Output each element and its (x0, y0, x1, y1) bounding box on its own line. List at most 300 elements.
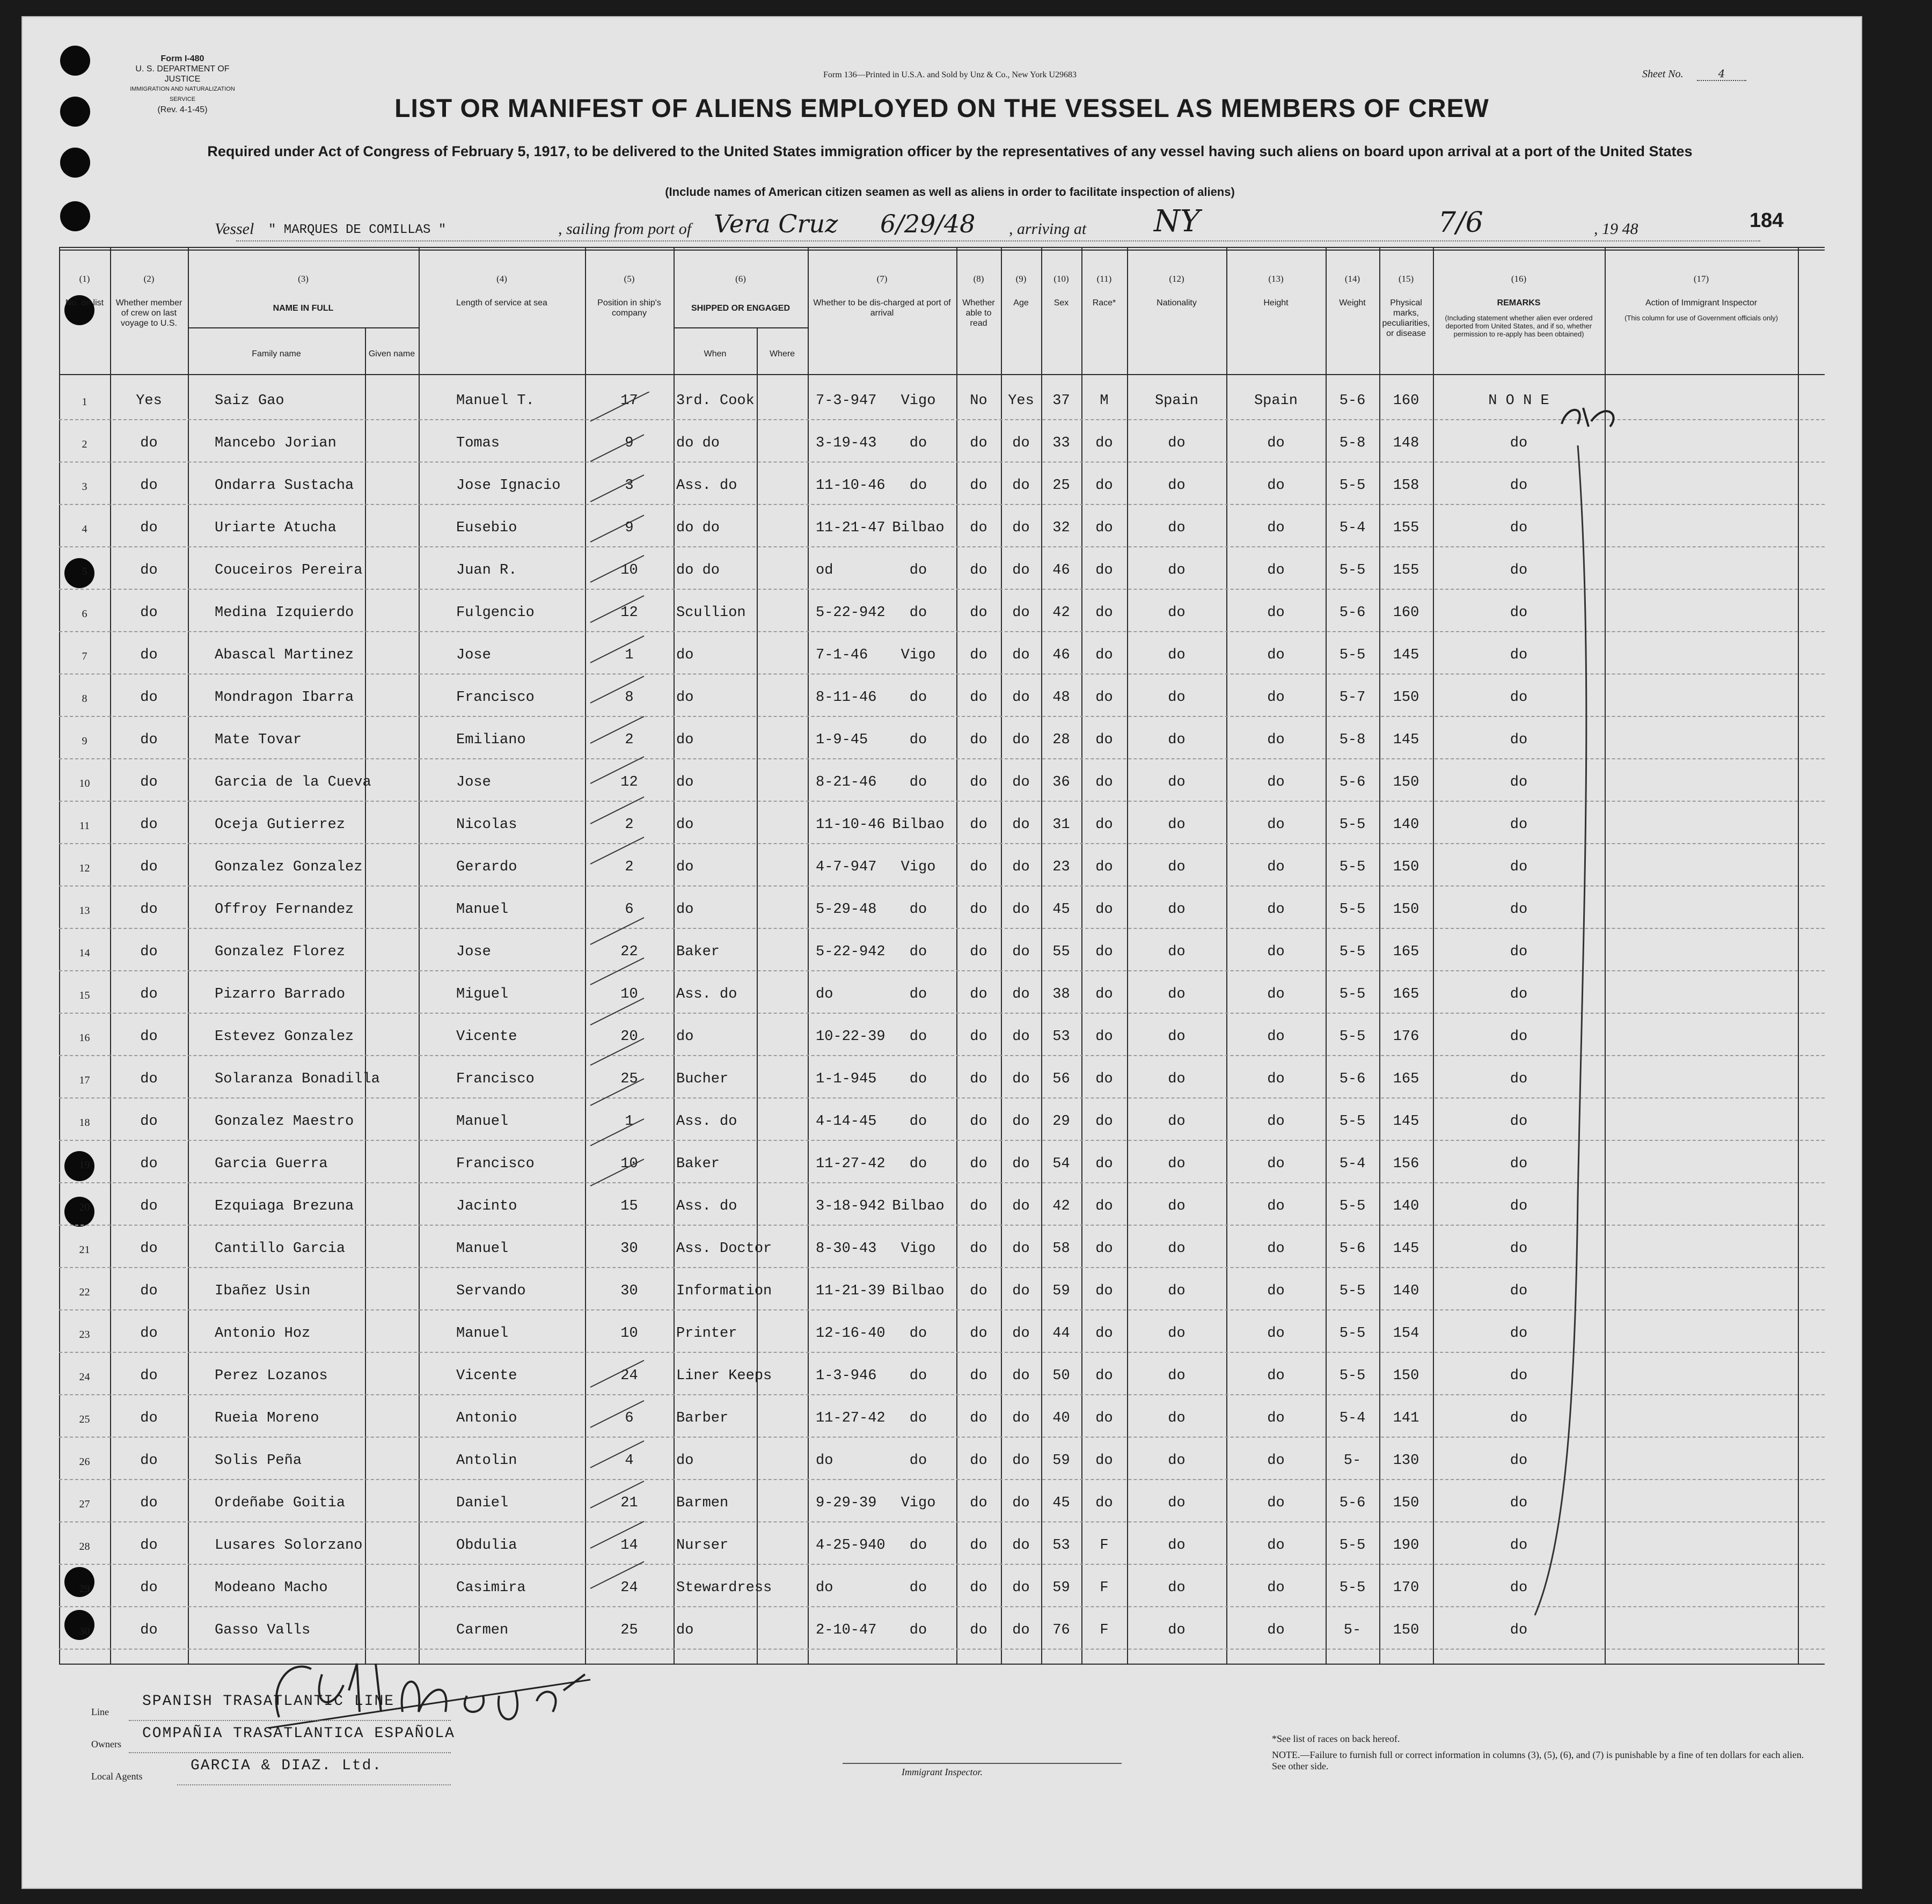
row-number: 30 (79, 1625, 90, 1637)
height: 5-5 (1339, 1198, 1366, 1214)
column-number: (5) (624, 274, 635, 284)
shipped-when: 4-25-940 (816, 1537, 885, 1554)
family-name: Antonio Hoz (215, 1326, 311, 1342)
shipped-when: do (816, 1453, 833, 1469)
race: do (1168, 1453, 1185, 1469)
shipped-where: Bilbao (892, 1198, 945, 1214)
given-name: Casimira (456, 1580, 526, 1596)
prev-voyage: do (140, 1283, 158, 1299)
given-name: Francisco (456, 1071, 535, 1087)
sex: do (1095, 1156, 1113, 1172)
discharged: do (970, 562, 987, 578)
able-to-read: do (1012, 774, 1030, 790)
discharged: do (970, 1029, 987, 1045)
discharged: do (970, 1198, 987, 1214)
age: 59 (1052, 1453, 1070, 1469)
age: 38 (1052, 986, 1070, 1002)
position: do (676, 774, 694, 790)
column-number: (16) (1511, 274, 1527, 284)
family-name: Gasso Valls (215, 1622, 311, 1638)
position: Ass. do (676, 1114, 737, 1130)
service-length: 25 (620, 1071, 638, 1087)
family-name: Estevez Gonzalez (215, 1029, 354, 1045)
position: Nurser (676, 1537, 729, 1554)
position: Baker (676, 1156, 720, 1172)
nationality: do (1267, 520, 1285, 536)
prev-voyage: do (140, 435, 158, 451)
shipped-where: do (909, 562, 927, 578)
subheader-rule (188, 327, 419, 328)
vessel-label: Vessel (215, 220, 254, 238)
physical-marks: do (1510, 986, 1528, 1002)
shipped-where: do (909, 478, 927, 494)
physical-marks: do (1510, 859, 1528, 875)
table-top-rule (59, 250, 1825, 251)
vessel-underline (236, 240, 1760, 241)
height: 5-6 (1339, 393, 1366, 409)
nationality: do (1267, 1071, 1285, 1087)
family-name: Couceiros Pereira (215, 562, 363, 578)
shipped-when: 2-10-47 (816, 1622, 877, 1638)
age: 59 (1052, 1283, 1070, 1299)
column-number: (7) (876, 274, 888, 284)
sex: do (1095, 902, 1113, 918)
given-name: Jose (456, 647, 491, 663)
weight: 155 (1393, 520, 1419, 536)
family-name: Gonzalez Gonzalez (215, 859, 363, 875)
column-subheader: Where (769, 349, 795, 358)
family-name: Ordeñabe Goitia (215, 1495, 346, 1511)
height: 5-8 (1339, 435, 1366, 451)
discharged: do (970, 478, 987, 494)
weight: 165 (1393, 944, 1419, 960)
year-label: , 19 48 (1594, 220, 1638, 238)
nationality: do (1267, 1453, 1285, 1469)
service-length: 4 (625, 1453, 634, 1469)
height: 5-4 (1339, 1156, 1366, 1172)
prev-voyage: do (140, 1071, 158, 1087)
race: Spain (1154, 393, 1198, 409)
weight: 165 (1393, 986, 1419, 1002)
height: 5-6 (1339, 1495, 1366, 1511)
sex: do (1095, 520, 1113, 536)
position: do do (676, 520, 720, 536)
column-header: Sex (1053, 298, 1069, 307)
weight: 170 (1393, 1580, 1419, 1596)
able-to-read: do (1012, 1114, 1030, 1130)
race: do (1168, 902, 1185, 918)
weight: 158 (1393, 478, 1419, 494)
weight: 140 (1393, 1283, 1419, 1299)
row-number: 5 (82, 566, 87, 577)
race: do (1168, 817, 1185, 833)
weight: 130 (1393, 1453, 1419, 1469)
position: do do (676, 562, 720, 578)
family-name: Ondarra Sustacha (215, 478, 354, 494)
page-stamp-number: 184 (1750, 209, 1784, 232)
height: 5-5 (1339, 1326, 1366, 1342)
weight: 140 (1393, 817, 1419, 833)
physical-marks: do (1510, 1198, 1528, 1214)
family-name: Mancebo Jorian (215, 435, 336, 451)
discharged: do (970, 1241, 987, 1257)
position: Information (676, 1283, 772, 1299)
service-length: 24 (620, 1368, 638, 1384)
row-number: 4 (82, 523, 87, 535)
row-number: 28 (79, 1541, 90, 1553)
column-number: (9) (1015, 274, 1027, 284)
prev-voyage: do (140, 520, 158, 536)
physical-marks: do (1510, 1326, 1528, 1342)
height: 5-5 (1339, 1537, 1366, 1554)
row-number: 17 (79, 1074, 90, 1086)
column-number: (14) (1344, 274, 1360, 284)
row-number: 13 (79, 905, 90, 917)
able-to-read: do (1012, 1453, 1030, 1469)
shipped-when: 3-19-43 (816, 435, 877, 451)
nationality: do (1267, 1495, 1285, 1511)
prev-voyage: do (140, 690, 158, 706)
service-length: 9 (625, 520, 634, 536)
able-to-read: do (1012, 478, 1030, 494)
age: 42 (1052, 605, 1070, 621)
column-header: SHIPPED OR ENGAGED (691, 304, 791, 313)
weight: 160 (1393, 605, 1419, 621)
given-name: Emiliano (456, 732, 526, 748)
age: 58 (1052, 1241, 1070, 1257)
service-length: 21 (620, 1495, 638, 1511)
weight: 145 (1393, 1114, 1419, 1130)
race: do (1168, 520, 1185, 536)
weight: 176 (1393, 1029, 1419, 1045)
given-name: Daniel (456, 1495, 509, 1511)
service: IMMIGRATION AND NATURALIZATION SERVICE (130, 86, 235, 102)
shipped-where: Vigo (901, 1495, 936, 1511)
prev-voyage: do (140, 1453, 158, 1469)
race: do (1168, 859, 1185, 875)
position: Printer (676, 1326, 737, 1342)
nationality: do (1267, 1283, 1285, 1299)
prev-voyage: Yes (136, 393, 162, 409)
age: 54 (1052, 1156, 1070, 1172)
able-to-read: do (1012, 1029, 1030, 1045)
able-to-read: do (1012, 1495, 1030, 1511)
sex: do (1095, 478, 1113, 494)
column-header: Whether able to read (962, 298, 995, 328)
nationality: do (1267, 817, 1285, 833)
nationality: do (1267, 859, 1285, 875)
service-length: 12 (620, 774, 638, 790)
physical-marks: do (1510, 1156, 1528, 1172)
weight: 141 (1393, 1410, 1419, 1426)
shipped-where: do (909, 690, 927, 706)
shipped-where: do (909, 774, 927, 790)
height: 5-5 (1339, 1368, 1366, 1384)
weight: 150 (1393, 774, 1419, 790)
service-length: 2 (625, 859, 634, 875)
sex: M (1100, 393, 1109, 409)
weight: 145 (1393, 647, 1419, 663)
line-rule (129, 1720, 451, 1721)
nationality: do (1267, 690, 1285, 706)
shipped-where: do (909, 1622, 927, 1638)
discharged: do (970, 1495, 987, 1511)
given-name: Francisco (456, 1156, 535, 1172)
height: 5-6 (1339, 1071, 1366, 1087)
able-to-read: do (1012, 1198, 1030, 1214)
discharged: do (970, 732, 987, 748)
shipped-when: 11-21-39 (816, 1283, 885, 1299)
physical-marks: do (1510, 1622, 1528, 1638)
family-name: Garcia de la Cueva (215, 774, 371, 790)
shipped-when: 8-30-43 (816, 1241, 877, 1257)
nationality: do (1267, 1410, 1285, 1426)
able-to-read: Yes (1008, 393, 1034, 409)
column-header: NAME IN FULL (273, 304, 334, 313)
shipped-when: 10-22-39 (816, 1029, 885, 1045)
position: Barmen (676, 1495, 729, 1511)
race: do (1168, 478, 1185, 494)
able-to-read: do (1012, 732, 1030, 748)
family-name: Saiz Gao (215, 393, 284, 409)
arrival-date: 7/6 (1438, 207, 1483, 239)
shipped-where: Vigo (901, 859, 936, 875)
column-header-note: (Including statement whether alien ever ordered deported from United States, and if so, whether permission to re-apply has been obtained) (1445, 314, 1593, 338)
shipped-where: do (909, 435, 927, 451)
row-number: 12 (79, 862, 90, 874)
age: 45 (1052, 1495, 1070, 1511)
nationality: do (1267, 944, 1285, 960)
able-to-read: do (1012, 1283, 1030, 1299)
age: 33 (1052, 435, 1070, 451)
shipped-where: Bilbao (892, 1283, 945, 1299)
shipped-when: 3-18-942 (816, 1198, 885, 1214)
position: do (676, 1029, 694, 1045)
given-name: Nicolas (456, 817, 517, 833)
position: 3rd. Cook (676, 393, 755, 409)
height: 5-4 (1339, 520, 1366, 536)
given-name: Jose (456, 774, 491, 790)
sex: F (1100, 1537, 1109, 1554)
prev-voyage: do (140, 1241, 158, 1257)
age: 23 (1052, 859, 1070, 875)
row-number: 20 (79, 1202, 90, 1213)
prev-voyage: do (140, 1622, 158, 1638)
weight: 160 (1393, 393, 1419, 409)
row-number: 19 (79, 1159, 90, 1171)
position: Barber (676, 1410, 729, 1426)
column-header: Whether to be dis-charged at port of arrival (813, 298, 951, 318)
family-name: Lusares Solorzano (215, 1537, 363, 1554)
position: do (676, 1622, 694, 1638)
shipped-where: do (909, 1580, 927, 1596)
prev-voyage: do (140, 605, 158, 621)
shipped-where: do (909, 902, 927, 918)
row-number: 14 (79, 947, 90, 959)
able-to-read: do (1012, 1580, 1030, 1596)
discharged: do (970, 1537, 987, 1554)
able-to-read: do (1012, 1410, 1030, 1426)
nationality: do (1267, 1029, 1285, 1045)
prev-voyage: do (140, 944, 158, 960)
shipped-where: do (909, 1453, 927, 1469)
nationality: Spain (1254, 393, 1298, 409)
able-to-read: do (1012, 605, 1030, 621)
physical-marks: do (1510, 690, 1528, 706)
able-to-read: do (1012, 817, 1030, 833)
physical-marks: do (1510, 944, 1528, 960)
age: 46 (1052, 562, 1070, 578)
shipped-when: 1-9-45 (816, 732, 868, 748)
position: Ass. do (676, 986, 737, 1002)
column-number: (1) (79, 274, 90, 284)
row-number: 27 (79, 1498, 90, 1510)
inspector-label: Immigrant Inspector. (902, 1767, 983, 1777)
shipped-when: 7-1-46 (816, 647, 868, 663)
sex: do (1095, 944, 1113, 960)
shipped-where: Vigo (901, 1241, 936, 1257)
shipped-when: do (816, 1580, 833, 1596)
able-to-read: do (1012, 1241, 1030, 1257)
given-name: Carmen (456, 1622, 509, 1638)
physical-marks: do (1510, 605, 1528, 621)
row-number: 21 (79, 1244, 90, 1256)
family-name: Gonzalez Florez (215, 944, 346, 960)
race: do (1168, 690, 1185, 706)
service-tick-marks (580, 392, 665, 1653)
age: 56 (1052, 1071, 1070, 1087)
agents-value: GARCIA & DIAZ. Ltd. (191, 1757, 383, 1774)
physical-marks: N O N E (1488, 393, 1549, 409)
position: do (676, 647, 694, 663)
nationality: do (1267, 1241, 1285, 1257)
position: Stewardress (676, 1580, 772, 1596)
able-to-read: do (1012, 986, 1030, 1002)
row-number: 23 (79, 1329, 90, 1341)
height: 5-5 (1339, 647, 1366, 663)
discharged: do (970, 1071, 987, 1087)
sex: do (1095, 1114, 1113, 1130)
sheet-number-label: Sheet No. (1642, 68, 1684, 80)
row-number: 16 (79, 1032, 90, 1044)
nationality: do (1267, 562, 1285, 578)
column-number: (10) (1053, 274, 1069, 284)
shipped-where: do (909, 944, 927, 960)
able-to-read: do (1012, 520, 1030, 536)
discharged: No (970, 393, 987, 409)
shipped-when: 11-21-47 (816, 520, 885, 536)
service-length: 20 (620, 1029, 638, 1045)
shipped-when: 8-11-46 (816, 690, 877, 706)
age: 40 (1052, 1410, 1070, 1426)
shipped-where: do (909, 986, 927, 1002)
discharged: do (970, 605, 987, 621)
service-length: 10 (620, 1156, 638, 1172)
family-name: Mondragon Ibarra (215, 690, 354, 706)
family-name: Perez Lozanos (215, 1368, 328, 1384)
sex: do (1095, 1368, 1113, 1384)
port-of-sailing: Vera Cruz (714, 209, 838, 238)
weight: 165 (1393, 1071, 1419, 1087)
nationality: do (1267, 1198, 1285, 1214)
race: do (1168, 605, 1185, 621)
given-name: Antolin (456, 1453, 517, 1469)
form-number: Form I-480 (160, 54, 204, 63)
prev-voyage: do (140, 1368, 158, 1384)
height: 5-6 (1339, 1241, 1366, 1257)
sex: do (1095, 435, 1113, 451)
service-length: 2 (625, 732, 634, 748)
given-name: Vicente (456, 1368, 517, 1384)
prev-voyage: do (140, 1580, 158, 1596)
row-number: 22 (79, 1286, 90, 1298)
family-name: Abascal Martinez (215, 647, 354, 663)
physical-marks: do (1510, 1495, 1528, 1511)
owners-value: COMPAÑIA TRASATLANTICA ESPAÑOLA (142, 1725, 455, 1742)
prev-voyage: do (140, 478, 158, 494)
service-length: 1 (625, 647, 634, 663)
service-length: 30 (620, 1241, 638, 1257)
race: do (1168, 986, 1185, 1002)
weight: 150 (1393, 690, 1419, 706)
row-number: 15 (79, 990, 90, 1001)
age: 76 (1052, 1622, 1070, 1638)
discharged: do (970, 859, 987, 875)
given-name: Jacinto (456, 1198, 517, 1214)
shipped-when: 11-27-42 (816, 1156, 885, 1172)
race: do (1168, 1410, 1185, 1426)
shipped-when: 4-14-45 (816, 1114, 877, 1130)
service-length: 9 (625, 435, 634, 451)
age: 45 (1052, 902, 1070, 918)
shipped-where: do (909, 1114, 927, 1130)
service-length: 8 (625, 690, 634, 706)
height: 5-5 (1339, 986, 1366, 1002)
service-length: 24 (620, 1580, 638, 1596)
given-name: Manuel (456, 1241, 509, 1257)
remarks-initials-mark (1556, 402, 1631, 435)
physical-marks: do (1510, 1410, 1528, 1426)
row-number: 24 (79, 1371, 90, 1383)
given-name: Gerardo (456, 859, 517, 875)
service-length: 15 (620, 1198, 638, 1214)
sex: do (1095, 1410, 1113, 1426)
shipped-where: do (909, 1368, 927, 1384)
physical-marks: do (1510, 1283, 1528, 1299)
service-length: 10 (620, 986, 638, 1002)
family-name: Solis Peña (215, 1453, 302, 1469)
prev-voyage: do (140, 1029, 158, 1045)
shipped-when: 7-3-947 (816, 393, 877, 409)
position: do (676, 1453, 694, 1469)
service-length: 2 (625, 817, 634, 833)
shipped-where: do (909, 1029, 927, 1045)
column-header: Position in ship's company (597, 298, 661, 318)
race: do (1168, 1537, 1185, 1554)
column-header: Race* (1092, 298, 1116, 307)
race: do (1168, 1580, 1185, 1596)
shipped-when: 8-21-46 (816, 774, 877, 790)
weight: 140 (1393, 1198, 1419, 1214)
department: U. S. DEPARTMENT OF JUSTICE (135, 64, 230, 84)
physical-marks: do (1510, 817, 1528, 833)
row-number: 8 (82, 693, 87, 705)
row-number: 11 (79, 820, 90, 832)
physical-marks: do (1510, 647, 1528, 663)
race: do (1168, 562, 1185, 578)
shipped-when: 5-22-942 (816, 944, 885, 960)
discharged: do (970, 1283, 987, 1299)
